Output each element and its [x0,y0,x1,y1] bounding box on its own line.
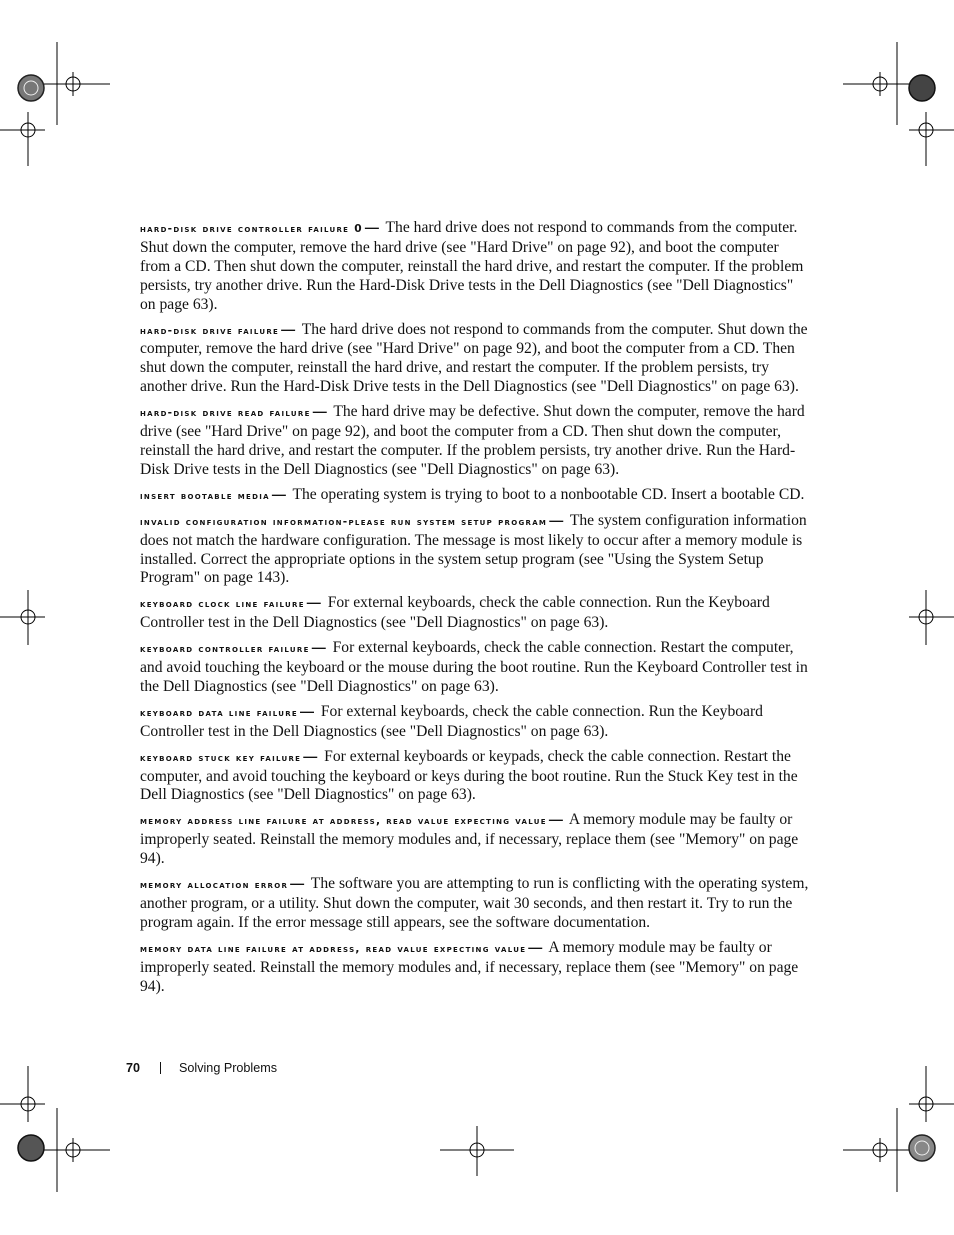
em-dash: — [303,747,318,764]
error-term: keyboard data line failure [140,706,298,719]
error-description: The system configuration information does not match the hardware configuration. The message is most likely to occur after a memory module is installed. Correct the appropriate options in the system setup program (see "Using the System Setup Program" on page 143). [140,511,807,587]
em-dash: — [549,511,564,528]
footer-divider [160,1062,161,1074]
em-dash: — [306,594,321,611]
error-description: The software you are attempting to run is conflicting with the operating system, another program, or a utility. Shut down the computer, wait 30 seconds, and then restart it. Try to run the program again. If the error message still appears, see the software documentation. [140,875,809,931]
error-term: memory data line failure at address, read value expecting value [140,942,527,955]
error-term: hard-disk drive read failure [140,407,311,420]
list-item [140,218,812,315]
error-description: For external keyboards, check the cable connection. Run the Keyboard Controller test in the Dell Diagnostics (see "Dell Diagnostics" on page 63). [140,702,763,740]
page-footer [126,1061,277,1075]
error-term: keyboard clock line failure [140,598,305,611]
error-description: The operating system is trying to boot to a nonbootable CD. Insert a bootable CD. [292,485,805,503]
em-dash: — [312,403,327,420]
section-title: Solving Problems [179,1061,278,1075]
error-description: For external keyboards, check the cable connection. Restart the computer, and avoid touching the keyboard or the mouse during the boot routine. Run the Keyboard Controller test in the Dell Diagnostics (see "Dell Diagnostics" on page 63). [140,639,808,695]
list-item [140,747,812,806]
page-number: 70 [126,1061,141,1075]
list-item [140,638,812,697]
list-item [140,938,812,997]
error-term: keyboard stuck key failure [140,751,302,764]
error-term: memory address line failure at address, read value expecting value [140,815,547,828]
error-term: hard-disk drive failure [140,324,280,337]
list-item [140,702,812,742]
list-item [140,874,812,933]
error-term: hard-disk drive controller failure 0 [140,223,363,235]
error-description: The hard drive does not respond to commands from the computer. Shut down the computer, remove the hard drive (see "Hard Drive" on page 92), and boot the computer from a CD. Then shut down the computer, reinstall the hard drive, and restart the computer. If the problem persists, try another drive. Run the Hard-Disk Drive tests in the Dell Diagnostics (see "Dell Diagnostics" on page 63). [140,320,808,396]
error-message-list [140,218,812,1002]
error-description: For external keyboards or keypads, check the cable connection. Restart the computer, and avoid touching the keyboard or keys during the boot routine. Run the Stuck Key test in the Dell Diagnostics (see "Dell Diagnostics" on page 63). [140,747,798,804]
em-dash: — [528,938,543,955]
error-description: A memory module may be faulty or improperly seated. Reinstall the memory modules and, if necessary, replace them (see "Memory" on page 94). [140,938,799,995]
error-description: The hard drive does not respond to commands from the computer. Shut down the computer, remove the hard drive (see "Hard Drive" on page 92), and boot the computer from a CD. Then shut down the computer, reinstall the hard drive, and restart the computer. If the problem persists, try another drive. Run the Hard-Disk Drive tests in the Dell Diagnostics (see "Dell Diagnostics" on page 63). [140,219,804,313]
list-item [140,485,812,506]
error-term: invalid configuration information-please run system setup program [140,515,548,528]
em-dash: — [311,639,326,656]
em-dash: — [364,219,379,235]
em-dash: — [271,485,286,502]
list-item [140,511,812,589]
error-term: memory allocation error [140,879,289,892]
list-item [140,402,812,480]
list-item [140,810,812,869]
em-dash: — [548,811,563,828]
em-dash: — [290,875,305,892]
em-dash: — [299,702,314,719]
error-description: The hard drive may be defective. Shut down the computer, remove the hard drive (see "Hard Drive" on page 92), and boot the computer from a CD. Then shut down the computer, reinstall the hard drive, and restart the computer. If the problem persists, try another drive. Run the Hard-Disk Drive tests in the Dell Diagnostics (see "Dell Diagnostics" on page 63). [140,403,805,478]
error-term: insert bootable media [140,489,270,502]
error-term: keyboard controller failure [140,643,310,656]
list-item [140,320,812,398]
error-description: For external keyboards, check the cable connection. Run the Keyboard Controller test in the Dell Diagnostics (see "Dell Diagnostics" on page 63). [140,594,770,632]
error-description: A memory module may be faulty or improperly seated. Reinstall the memory modules and, if necessary, replace them (see "Memory" on page 94). [140,811,799,868]
list-item [140,593,812,633]
em-dash: — [281,320,296,337]
